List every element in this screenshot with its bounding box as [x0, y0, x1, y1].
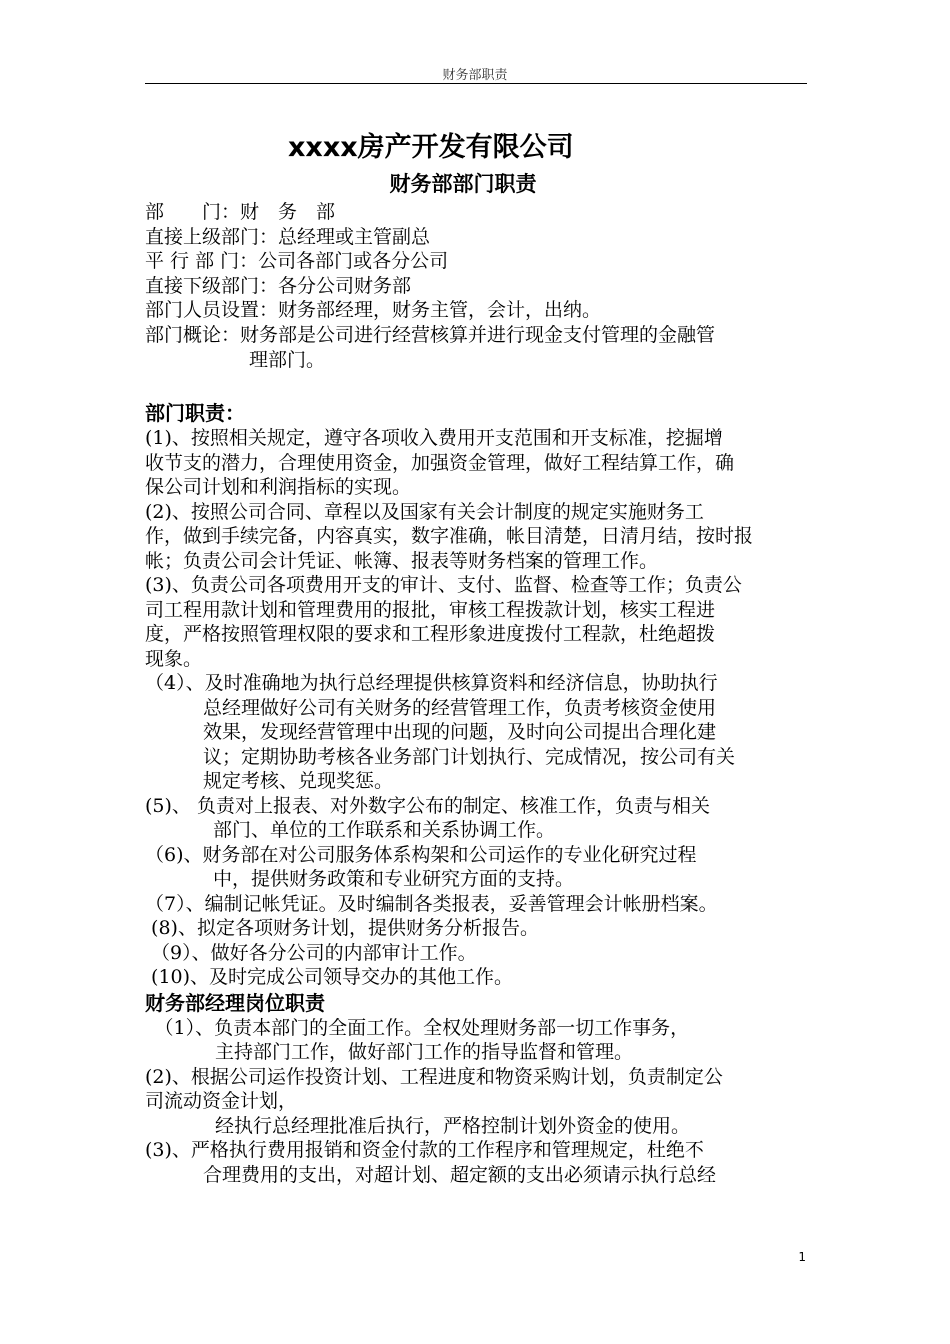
text-line: （1）、负责本部门的全面工作。全权处理财务部一切工作事务， [145, 1016, 690, 1039]
info-peer: 平 行 部 门：公司各部门或各分公司 [145, 250, 449, 273]
text-line: (3)、严格执行费用报销和资金付款的工作程序和管理规定，杜绝不 [145, 1139, 704, 1162]
text-line: 作，做到手续完备，内容真实，数字准确，帐目清楚，日清月结，按时报 [145, 525, 754, 548]
duty-item-2 [145, 500, 807, 574]
text-line: 部门、单位的工作联系和关系协调工作。 [213, 819, 556, 842]
info-superior: 直接上级部门：总经理或主管副总 [145, 225, 431, 248]
text-line: 效果，发现经营管理中出现的问题，及时向公司提出合理化建 [203, 721, 717, 744]
duty-item-8: (8)、拟定各项财务计划，提供财务分析报告。 [145, 917, 539, 940]
header-divider [145, 83, 807, 84]
text-line: 中，提供财务政策和专业研究方面的支持。 [213, 868, 575, 891]
text-line: 总经理做好公司有关财务的经营管理工作，负责考核资金使用 [203, 696, 717, 719]
duty-item-6 [145, 843, 807, 892]
text-line: 保公司计划和利润指标的实现。 [145, 476, 412, 499]
duties-heading: 部门职责： [145, 401, 245, 426]
text-line: (1)、按照相关规定，遵守各项收入费用开支范围和开支标准，挖掘增 [145, 427, 723, 450]
duty-item-3 [145, 573, 807, 671]
info-staffing: 部门人员设置：财务部经理，财务主管，会计，出纳。 [145, 299, 602, 322]
text-line: 规定考核、兑现奖惩。 [203, 770, 394, 793]
text-line: 司工程用款计划和管理费用的报批，审核工程拨款计划，核实工程进 [145, 598, 716, 621]
text-line: 议；定期协助考核各业务部门计划执行、完成情况，按公司有关 [203, 745, 736, 768]
text-line: （6)、财务部在对公司服务体系构架和公司运作的专业化研究过程 [145, 843, 697, 866]
text-line: (2)、根据公司运作投资计划、工程进度和物资采购计划，负责制定公 [145, 1065, 723, 1088]
text-line: 合理费用的支出，对超计划、超定额的支出必须请示执行总经 [203, 1163, 717, 1186]
text-line: 司流动资金计划， [145, 1090, 298, 1113]
info-department: 部 门：财 务 部 [145, 201, 336, 223]
text-line: 现象。 [145, 647, 203, 670]
manager-item-2 [145, 1065, 807, 1139]
page-header: 财务部职责 [442, 68, 508, 83]
overview-line: 理部门。 [249, 348, 326, 371]
text-line: 度，严格按照管理权限的要求和工程形象进度拨付工程款，杜绝超拨 [145, 623, 716, 646]
duty-item-7: （7）、编制记帐凭证。及时编制各类报表，妥善管理会计帐册档案。 [145, 892, 718, 915]
text-line: (5)、 负责对上报表、对外数字公布的制定、核准工作，负责与相关 [145, 794, 710, 817]
text-line: 经执行总经理批准后执行，严格控制计划外资金的使用。 [215, 1114, 691, 1137]
text-line: (2)、按照公司合同、章程以及国家有关会计制度的规定实施财务工 [145, 500, 704, 523]
duty-item-10: (10)、及时完成公司领导交办的其他工作。 [145, 966, 514, 989]
text-line: 收节支的潜力，合理使用资金，加强资金管理，做好工程结算工作，确 [145, 451, 735, 474]
manager-item-1 [145, 1016, 807, 1065]
text-line: (3)、负责公司各项费用开支的审计、支付、监督、检查等工作；负责公 [145, 574, 742, 597]
manager-item-3 [145, 1138, 807, 1187]
overview-line: 部门概论：财务部是公司进行经营核算并进行现金支付管理的金融管 [145, 323, 716, 346]
document-subtitle: 财务部部门职责 [389, 172, 537, 196]
document-body [145, 128, 807, 1187]
text-line: 主持部门工作，做好部门工作的指导监督和管理。 [215, 1041, 634, 1064]
duty-item-9: （9）、做好各分公司的内部审计工作。 [145, 941, 477, 964]
info-subordinate: 直接下级部门：各分公司财务部 [145, 274, 412, 297]
text-line: 帐；负责公司会计凭证、帐簿、报表等财务档案的管理工作。 [145, 549, 659, 572]
duty-item-5 [145, 794, 807, 843]
page-number: 1 [798, 1250, 806, 1264]
duty-item-4 [145, 671, 807, 794]
company-title: xxxx房产开发有限公司 [288, 132, 574, 163]
duty-item-1 [145, 426, 807, 500]
manager-heading: 财务部经理岗位职责 [145, 990, 325, 1015]
text-line: （4）、及时准确地为执行总经理提供核算资料和经济信息，协助执行 [145, 672, 718, 695]
